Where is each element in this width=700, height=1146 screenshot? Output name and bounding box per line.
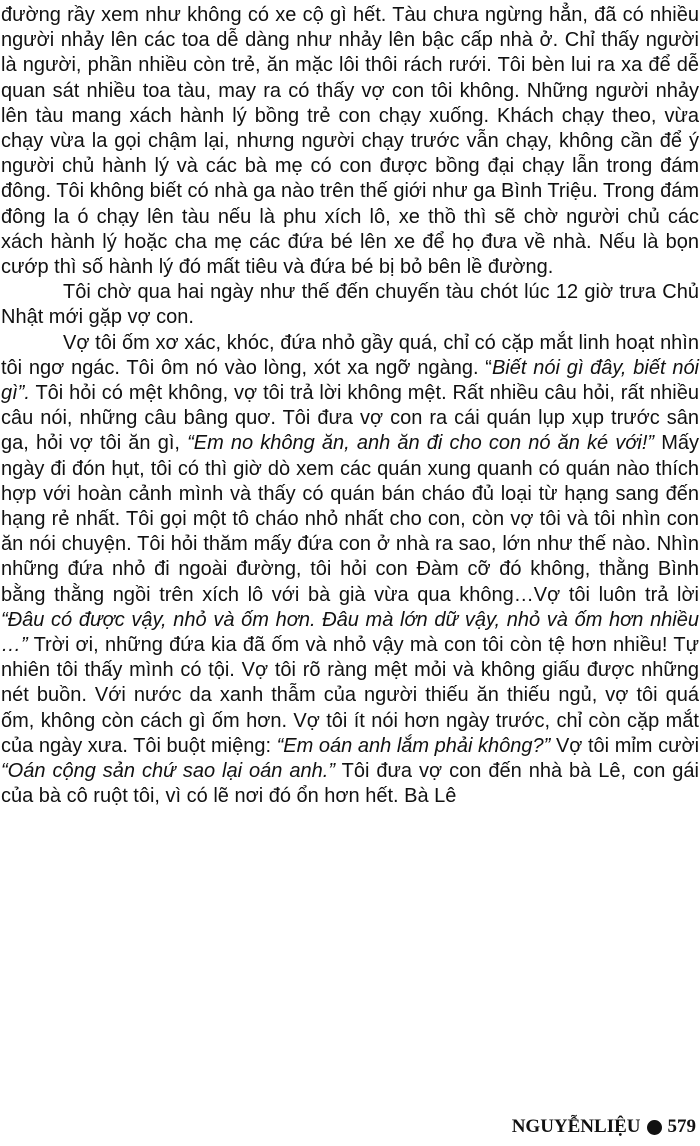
text-segment: Tôi đưa vợ con đến nhà bà Lê, con gái của bà cô ruột tôi, vì có lẽ nơi đó ổn hơn hết. Bà Lê (1, 760, 699, 808)
text-segment: Mấy ngày đi đón hụt, tôi có thì giờ dò xem các quán xung quanh có quán nào thích hợp với hoàn cảnh mình và thấy có quán bán cháo đủ loại từ hạng sang đến hạng rẻ nhất. Tôi gọi một tô cháo nhỏ nhất cho con, còn vợ tôi và tôi nhìn con ăn nói chuyện. Tôi hỏi thăm mấy đứa con ở nhà ra sao, lớn như thế nào. Nhìn những đứa nhỏ đi ngoài đường, tôi hỏi con Đàm cỡ đó không, thằng Bình bằng thằng ngồi trên xích lô với bà già vừa qua không…Vợ tôi luôn trả lời (1, 432, 700, 606)
paragraph (1, 280, 699, 330)
author-name: NGUYỄNLIỆU (511, 1116, 641, 1137)
italic-quote: “Em no không ăn, anh ăn đi cho con nó ăn ké với!” (187, 432, 655, 455)
text-segment: đường rầy xem như không có xe cộ gì hết. Tàu chưa ngừng hẳn, đã có nhiều người nhảy lên các toa dễ dàng như nhảy lên bậc cấp nhà ở. Chỉ thấy người là người, phần nhiều còn trẻ, ăn mặc lôi thôi rách rưới. Tôi bèn lui ra xa để dễ quan sát nhiều toa tàu, may ra có thấy vợ con tôi không. Những người nhảy lên tàu mang xách hành lý bồng trẻ con chạy xuống. Khách chạy theo, vừa chạy vừa la gọi chậm lại, nhưng người chạy trước vẫn chạy, không cần để ý người chủ hành lý và các bà mẹ có con được bồng đại chạy lẫn trong đám đông. Tôi không biết có nhà ga nào trên thế giới như ga Bình Triệu. Trong đám đông la ó chạy lên tàu nếu là phu xích lô, xe thồ thì sẽ chờ người chủ các xách hành lý hoặc cha mẹ các đứa bé lên xe để họ đưa về nhà. Nếu là bọn cướp thì số hành lý đó mất tiêu và đứa bé bị bỏ bên lề đường. (1, 4, 699, 279)
italic-quote: “Oán cộng sản chứ sao lại oán anh.” (1, 760, 335, 783)
text-segment: Tôi chờ qua hai ngày như thế đến chuyến tàu chót lúc 12 giờ trưa Chủ Nhật mới gặp vợ con. (1, 281, 699, 329)
page-number: 579 (667, 1116, 696, 1137)
bullet-icon (647, 1120, 662, 1135)
italic-quote: “Đâu có được vậy, nhỏ và ốm hơn. Đâu mà lớn dữ vậy, nhỏ và ốm hơn nhiều …” (1, 608, 699, 657)
paragraph (1, 331, 699, 810)
text-segment: Vợ tôi ốm xơ xác, khóc, đứa nhỏ gầy quá, chỉ có cặp mắt linh hoạt nhìn tôi ngơ ngác. Tôi ôm nó vào lòng, xót xa ngỡ ngàng. “ (1, 331, 699, 379)
text-segment: Trời ơi, những đứa kia đã ốm và nhỏ vậy mà con tôi còn tệ hơn nhiều! Tự nhiên tôi thấy mình có tội. Vợ tôi rõ ràng mệt mỏi và không giấu được những nét buồn. Với nước da xanh thẫm của người thiếu ăn thiếu ngủ, vợ tôi quá ốm, không còn cách gì ốm hơn. Vợ tôi ít nói hơn ngày trước, chỉ còn cặp mắt của ngày xưa. Tôi buột miệng: (1, 634, 699, 757)
italic-quote: Biết nói gì đây, biết nói gì”. (1, 356, 700, 405)
text-segment: Vợ tôi mỉm cười (550, 734, 700, 757)
page-footer (512, 1116, 696, 1138)
italic-quote: “Em oán anh lắm phải không?” (276, 734, 551, 757)
text-segment: Tôi hỏi có mệt không, vợ tôi trả lời không mệt. Rất nhiều câu hỏi, rất nhiều câu nói, những câu bâng quơ. Tôi đưa vợ con ra cái quán lụp xụp trước sân ga, hỏi vợ tôi ăn gì, (1, 382, 699, 455)
paragraph (1, 3, 699, 280)
body-text (1, 3, 699, 810)
